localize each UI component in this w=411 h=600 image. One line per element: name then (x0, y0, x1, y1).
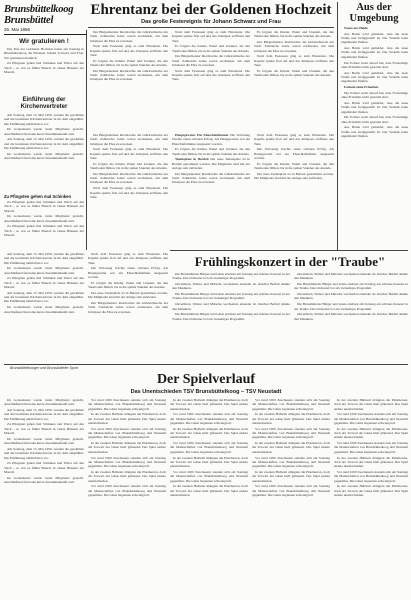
paragraph: Der Bürgermeister überbrachte die Glückwünsche der Stadt. Zahlreiche Gäste waren erschienen, um dem Jubelpaar die Ehre zu erweisen. (90, 133, 168, 146)
paragraph: Im Gottesdienst wurde vieler Mitglieder gedacht. Anschließend fand eine kurze Zusammenkunft statt. (4, 475, 84, 485)
fruehling-headline: Frühlingskonzert in der "Traube" (194, 254, 386, 269)
paragraph: Die Brunsbütteler Bürger und Gäste erlebten am Sonntag ein schönes Konzert in der Traube. Das Orchester bot ein vielseitiges Programm. (172, 312, 290, 321)
masthead-line1: Brunsbüttelkoog (4, 4, 74, 15)
paragraph: Die Brunsbütteler Bürger und Gäste erlebten am Sonntag ein schönes Konzert in der Traube. Das Orchester bot ein vielseitiges Programm. (294, 282, 408, 291)
paragraph: In der zweiten Halbzeit drängten die Platzherren, doch der Torwart der Gäste hielt glänzend. Das Spiel endete unentschieden. (252, 412, 330, 425)
main-subheadline: Das große Festereignis für Johann Schwarz und Frau (141, 19, 281, 25)
paragraph: Vor rund 1000 Zuschauern standen sich am Sonntag die Mannschaften von Brunsbüttelkoog und Neustadt gegenüber. Die Gäste begannen schwungvoll. (88, 455, 166, 469)
paragraph: Vor rund 1000 Zuschauern standen sich am Sonntag die Mannschaften von Brunsbüttelkoog und Neustadt gegenüber. Die Gäste begannen schwungvoll. (252, 398, 330, 411)
paragraph: In der zweiten Halbzeit drängten die Platzherren, doch der Torwart der Gäste hielt glänzend. Das Spiel endete unentschieden. (170, 455, 248, 469)
sport-col-4 (334, 398, 408, 596)
paragraph-text: Die Verlosung brachte einen schönen Erfolg. Als Hauptgewinn war ein Eheschlafzimmer ausgesetzt worden. (172, 133, 250, 146)
sport-headline: Der Spielverlauf (156, 372, 256, 387)
paragraph: Der Bürgermeister überbrachte die Glückwünsche der Stadt. Zahlreiche Gäste waren erschienen, um dem Jubelpaar die Ehre zu erweisen. (254, 40, 334, 53)
paragraph: Im Gottesdienst wurde vieler Mitglieder gedacht. Anschließend fand eine kurze Zusammenkunft statt. (4, 398, 84, 407)
fruehling-col-1 (172, 272, 290, 360)
paragraph: Nach dem Festessen ging es zum Ehrentanz. Die Kapelle spielte flott auf und das Jubelpaar eröffnete den Tanz. (90, 186, 168, 199)
bottom-left-col (4, 398, 84, 596)
paragraph: Der Bürgermeister überbrachte die Glückwünsche der Stadt. Zahlreiche Gäste waren erschienen, um dem Jubelpaar die Ehre zu erweisen. (90, 68, 168, 82)
subhead-fackeln: Fackeln ohne Erlaubnis (344, 85, 379, 90)
paragraph: Im Gottesdienst wurde vieler Mitglieder gedacht. Anschließend fand eine kurze Zusammenkunft statt. (4, 214, 84, 223)
sport-col-2 (170, 398, 248, 596)
paragraph: Nach dem Festessen ging es zum Ehrentanz. Die Kapelle spielte flott auf und das Jubelpaar eröffnete den Tanz. (254, 54, 334, 68)
sport-kicker: Brunsbüttelkooger und Brunsbütteler Sport (10, 366, 79, 370)
paragraph: Der neue Tennisplatz ist in Betrieb genommen worden. Die Mitglieder sind mit der Anlage sehr zufrieden. (88, 290, 168, 300)
paragraph: Es folgten die Kinder, Enkel und Urenkel, die den Tanzboden füllten, bis in die späten Stunden des Abends. (254, 30, 334, 39)
paragraph: Zu Pfingsten gehen mal Schinken und Wurst auf den Tisch – so war es früher Brauch in vielen Häusern der Marsch. (4, 276, 84, 290)
paragraph: In der zweiten Halbzeit drängten die Platzherren, doch der Torwart der Gäste hielt glänzend. Das Spiel endete unentschieden. (334, 484, 408, 497)
paragraph: Vor rund 1000 Zuschauern standen sich am Sonntag die Mannschaften von Brunsbüttelkoog und Neustadt gegenüber. Die Gäste begannen schwungvoll. (170, 412, 248, 425)
paragraph: Vor rund 1000 Zuschauern standen sich am Sonntag die Mannschaften von Brunsbüttelkoog und Neustadt gegenüber. Die Gäste begannen schwungvoll. (170, 441, 248, 454)
paragraph: Die Polizei weist darauf hin, dass Fackelzüge ohne Erlaubnis nicht gestattet sind. (341, 90, 408, 100)
masthead-line2: Brunsbüttel (4, 15, 54, 26)
paragraph: Die Verlosung brachte einen schönen Erfolg. Als Hauptgewinn war ein Eheschlafzimmer ausgesetzt worden. (254, 147, 334, 160)
paragraph: Die Brunsbütteler Bürger und Gäste erlebten am Sonntag ein schönes Konzert in der Traube. Das Orchester bot ein vielseitiges Programm. (294, 302, 408, 311)
paragraph (172, 133, 250, 146)
subhead-hauptgewinn: Hauptgewinn: Ein Eheschlafzimmer (175, 133, 229, 137)
center-col-3 (254, 30, 334, 130)
subhead-heide: Neues aus Heide (344, 26, 368, 30)
paragraph: Vor rund 1000 Zuschauern standen sich am Sonntag die Mannschaften von Brunsbüttelkoog und Neustadt gegenüber. Die Gäste begannen schwungvoll. (252, 455, 330, 469)
left-heading-2: Einführung der Kirchenvertreter (20, 97, 68, 110)
paragraph: Der Bürgermeister überbrachte die Glückwünsche der Stadt. Zahlreiche Gäste waren erschienen, um dem Jubelpaar die Ehre zu erweisen. (90, 30, 168, 43)
column-rule (86, 30, 87, 250)
paragraph (172, 157, 250, 170)
paragraph: Zu Pfingsten gehen mal Schinken und Wurst auf den Tisch – so war es früher Brauch in vielen Häusern der Marsch. (4, 224, 84, 238)
section-rule (170, 250, 408, 251)
paragraph: Am Sonntag, dem 13. Mai 1956, wurden die gewählten und die berufenen Kirchenvertreter in ihr Amt eingeführt. Die Einführung nahm Pastor vor. (4, 137, 84, 151)
paragraph: Der Bürgermeister überbrachte die Glückwünsche der Stadt. Zahlreiche Gäste waren erschienen, um dem Jubelpaar die Ehre zu erweisen. (172, 171, 250, 185)
left-article-3 (4, 200, 84, 248)
paragraph: Der neue Tennisplatz ist in Betrieb genommen worden. Die Mitglieder sind mit der Anlage sehr zufrieden. (254, 171, 334, 181)
paragraph: Es folgten die Kinder, Enkel und Urenkel, die den Tanzboden füllten, bis in die späten Stunden des Abends. (90, 161, 168, 171)
paragraph: Aus Heide wird gemeldet, dass die neue Straße nun fertiggestellt ist. Der Verkehr kann ungehindert fließen. (341, 31, 408, 45)
paragraph: Zu Pfingsten gehen mal Schinken und Wurst auf den Tisch – so war es früher Brauch in vielen Häusern der Marsch. (4, 422, 84, 436)
paragraph: In der zweiten Halbzeit drängten die Platzherren, doch der Torwart der Gäste hielt glänzend. Das Spiel endete unentschieden. (88, 412, 166, 425)
paragraph: In der zweiten Halbzeit drängten die Platzherren, doch der Torwart der Gäste hielt glänzend. Das Spiel endete unentschieden. (170, 398, 248, 411)
paragraph (341, 85, 408, 89)
column-rule (337, 2, 338, 250)
paragraph: Nach dem Festessen ging es zum Ehrentanz. Die Kapelle spielte flott auf und das Jubelpaar eröffnete den Tanz. (88, 252, 168, 265)
sport-rule (4, 364, 408, 365)
paragraph: Am Sonntag, dem 13. Mai 1956, wurden die gewählten und die berufenen Kirchenvertreter in ihr Amt eingeführt. Die Einführung nahm Pastor vor. (4, 290, 84, 304)
paragraph: Nach dem Festessen ging es zum Ehrentanz. Die Kapelle spielte flott auf und das Jubelpaar eröffnete den Tanz. (172, 68, 250, 82)
center-col-1b (90, 133, 168, 248)
paragraph: Der Bürgermeister überbrachte die Glückwünsche der Stadt. Zahlreiche Gäste waren erschienen, um dem Jubelpaar die Ehre zu erweisen. (88, 300, 168, 314)
paragraph-text: Der neue Tennisplatz ist in Betrieb genommen worden. Die Mitglieder sind mit der Anlage sehr zufrieden. (172, 157, 250, 171)
right-headline: Aus der Umgebung (349, 2, 399, 24)
paragraph: In der zweiten Halbzeit drängten die Platzherren, doch der Torwart der Gäste hielt glänzend. Das Spiel endete unentschieden. (252, 469, 330, 483)
masthead (4, 4, 86, 35)
paragraph: Ouvertüren, Walzer und Märsche wechselten einander ab. Reicher Beifall dankte den Musikern. (294, 312, 408, 321)
masthead-date: 26. Mai 1956 (4, 27, 31, 32)
sport-col-3 (252, 398, 330, 596)
paragraph: Vor rund 1000 Zuschauern standen sich am Sonntag die Mannschaften von Brunsbüttelkoog und Neustadt gegenüber. Die Gäste begannen schwungvoll. (88, 398, 166, 411)
paragraph: Aus Heide wird gemeldet, dass die neue Straße nun fertiggestellt ist. Der Verkehr kann ungehindert fließen. (341, 70, 408, 84)
paragraph: Das Fest der Goldenen Hochzeit feiern am Sonntag in Brunsbüttelkoog die Eheleute Johann Schwarz und Frau. Wir gratulieren herzlich. (4, 47, 84, 60)
paragraph: Am Sonntag, dem 13. Mai 1956, wurden die gewählten und die berufenen Kirchenvertreter in ihr Amt eingeführt. Die Einführung nahm Pastor vor. (4, 252, 84, 265)
paragraph: Im Gottesdienst wurde vieler Mitglieder gedacht. Anschließend fand eine kurze Zusammenkunft statt. (4, 151, 84, 161)
paragraph: Ouvertüren, Walzer und Märsche wechselten einander ab. Reicher Beifall dankte den Musikern. (172, 302, 290, 311)
left-article-1 (4, 47, 84, 95)
paragraph: Im Gottesdienst wurde vieler Mitglieder gedacht. Anschließend fand eine kurze Zusammenkunft statt. (4, 436, 84, 446)
center-col-2 (172, 30, 250, 130)
paragraph: Die Brunsbütteler Bürger und Gäste erlebten am Sonntag ein schönes Konzert in der Traube. Das Orchester bot ein vielseitiges Programm. (172, 272, 290, 281)
paragraph: Es folgten die Kinder, Enkel und Urenkel, die den Tanzboden füllten, bis in die späten Stunden des Abends. (90, 58, 168, 68)
paragraph: Vor rund 1000 Zuschauern standen sich am Sonntag die Mannschaften von Brunsbüttelkoog und Neustadt gegenüber. Die Gäste begannen schwungvoll. (170, 469, 248, 483)
paragraph: Nach dem Festessen ging es zum Ehrentanz. Die Kapelle spielte flott auf und das Jubelpaar eröffnete den Tanz. (90, 44, 168, 57)
paragraph: Vor rund 1000 Zuschauern standen sich am Sonntag die Mannschaften von Brunsbüttelkoog und Neustadt gegenüber. Die Gäste begannen schwungvoll. (334, 412, 408, 425)
lower-center-col (88, 252, 168, 360)
lower-left-col (4, 252, 84, 360)
paragraph: Vor rund 1000 Zuschauern standen sich am Sonntag die Mannschaften von Brunsbüttelkoog und Neustadt gegenüber. Die Gäste begannen schwungvoll. (252, 484, 330, 497)
paragraph: Der Bürgermeister überbrachte die Glückwünsche der Stadt. Zahlreiche Gäste waren erschienen, um dem Jubelpaar die Ehre zu erweisen. (90, 171, 168, 185)
paragraph: Vor rund 1000 Zuschauern standen sich am Sonntag die Mannschaften von Brunsbüttelkoog und Neustadt gegenüber. Die Gäste begannen schwungvoll. (334, 441, 408, 454)
paragraph: Nach dem Festessen ging es zum Ehrentanz. Die Kapelle spielte flott auf und das Jubelpaar eröffnete den Tanz. (254, 133, 334, 146)
paragraph: In der zweiten Halbzeit drängten die Platzherren, doch der Torwart der Gäste hielt glänzend. Das Spiel endete unentschieden. (170, 484, 248, 497)
paragraph: Die Verlosung brachte einen schönen Erfolg. Als Hauptgewinn war ein Eheschlafzimmer ausgesetzt worden. (88, 266, 168, 279)
paragraph: Vor rund 1000 Zuschauern standen sich am Sonntag die Mannschaften von Brunsbüttelkoog und Neustadt gegenüber. Die Gäste begannen schwungvoll. (334, 469, 408, 483)
paragraph: Aus Heide wird gemeldet, dass die neue Straße nun fertiggestellt ist. Der Verkehr kann ungehindert fließen. (341, 125, 408, 139)
paragraph: Aus Heide wird gemeldet, dass die neue Straße nun fertiggestellt ist. Der Verkehr kann ungehindert fließen. (341, 100, 408, 114)
paragraph: Zu Pfingsten gehen mal Schinken und Wurst auf den Tisch – so war es früher Brauch in vielen Häusern der Marsch. (4, 61, 84, 74)
paragraph: Im Gottesdienst wurde vieler Mitglieder gedacht. Anschließend fand eine kurze Zusammenkunft statt. (4, 305, 84, 314)
paragraph: Die Brunsbütteler Bürger und Gäste erlebten am Sonntag ein schönes Konzert in der Traube. Das Orchester bot ein vielseitiges Programm. (172, 292, 290, 301)
paragraph: In der zweiten Halbzeit drängten die Platzherren, doch der Torwart der Gäste hielt glänzend. Das Spiel endete unentschieden. (334, 455, 408, 469)
paragraph: Es folgten die Kinder, Enkel und Urenkel, die den Tanzboden füllten, bis in die späten Stunden des Abends. (254, 68, 334, 78)
paragraph: Vor rund 1000 Zuschauern standen sich am Sonntag die Mannschaften von Brunsbüttelkoog und Neustadt gegenüber. Die Gäste begannen schwungvoll. (88, 484, 166, 497)
sport-col-1 (88, 398, 166, 596)
paragraph: Nach dem Festessen ging es zum Ehrentanz. Die Kapelle spielte flott auf und das Jubelpaar eröffnete den Tanz. (172, 30, 250, 43)
center-col-3b (254, 133, 334, 248)
paragraph: Zu Pfingsten gehen mal Schinken und Wurst auf den Tisch – so war es früher Brauch in vielen Häusern der Marsch. (4, 200, 84, 213)
subhead-tennisplatz: Tennisplatz in Betrieb (175, 157, 209, 162)
paragraph: In der zweiten Halbzeit drängten die Platzherren, doch der Torwart der Gäste hielt glänzend. Das Spiel endete unentschieden. (334, 398, 408, 411)
main-headline: Ehrentanz bei der Goldenen Hochzeit (90, 2, 332, 18)
paragraph: Es folgten die Kinder, Enkel und Urenkel, die den Tanzboden füllten, bis in die späten Stunden des Abends. (172, 44, 250, 53)
paragraph: Am Sonntag, dem 13. Mai 1956, wurden die gewählten und die berufenen Kirchenvertreter in ihr Amt eingeführt. Die Einführung nahm Pastor vor. (4, 408, 84, 421)
left-article-2 (4, 113, 84, 193)
center-col-2b (172, 133, 250, 248)
paragraph: Am Sonntag, dem 13. Mai 1956, wurden die gewählten und die berufenen Kirchenvertreter in ihr Amt eingeführt. Die Einführung nahm Pastor vor. (4, 446, 84, 460)
paragraph (341, 26, 408, 30)
paragraph: Aus Heide wird gemeldet, dass die neue Straße nun fertiggestellt ist. Der Verkehr kann ungehindert fließen. (341, 46, 408, 59)
paragraph: Am Sonntag, dem 13. Mai 1956, wurden die gewählten und die berufenen Kirchenvertreter in ihr Amt eingeführt. Die Einführung nahm Pastor vor. (4, 113, 84, 126)
left-heading-1: Wir gratulieren ! (19, 38, 69, 45)
right-column (341, 26, 408, 248)
sport-subheadline: Das Unentschieden TSV Brunsbüttelkoog – TSV Neustadt (130, 389, 282, 395)
paragraph: In der zweiten Halbzeit drängten die Platzherren, doch der Torwart der Gäste hielt glänzend. Das Spiel endete unentschieden. (88, 469, 166, 483)
paragraph: Die Polizei weist darauf hin, dass Fackelzüge ohne Erlaubnis nicht gestattet sind. (341, 115, 408, 124)
paragraph: Nach dem Festessen ging es zum Ehrentanz. Die Kapelle spielte flott auf und das Jubelpaar eröffnete den Tanz. (90, 147, 168, 160)
paragraph: Im Gottesdienst wurde vieler Mitglieder gedacht. Anschließend fand eine kurze Zusammenkunft statt. (4, 127, 84, 136)
paragraph: Ouvertüren, Walzer und Märsche wechselten einander ab. Reicher Beifall dankte den Musikern. (294, 292, 408, 301)
paragraph: Ouvertüren, Walzer und Märsche wechselten einander ab. Reicher Beifall dankte den Musikern. (294, 272, 408, 281)
fruehling-col-2 (294, 272, 408, 360)
paragraph: In der zweiten Halbzeit drängten die Platzherren, doch der Torwart der Gäste hielt glänzend. Das Spiel endete unentschieden. (170, 426, 248, 440)
paragraph: In der zweiten Halbzeit drängten die Platzherren, doch der Torwart der Gäste hielt glänzend. Das Spiel endete unentschieden. (334, 426, 408, 440)
paragraph: Vor rund 1000 Zuschauern standen sich am Sonntag die Mannschaften von Brunsbüttelkoog und Neustadt gegenüber. Die Gäste begannen schwungvoll. (252, 426, 330, 440)
paragraph: In der zweiten Halbzeit drängten die Platzherren, doch der Torwart der Gäste hielt glänzend. Das Spiel endete unentschieden. (252, 441, 330, 454)
paragraph: Die Polizei weist darauf hin, dass Fackelzüge ohne Erlaubnis nicht gestattet sind. (341, 60, 408, 69)
paragraph: Es folgten die Kinder, Enkel und Urenkel, die den Tanzboden füllten, bis in die späten Stunden des Abends. (88, 280, 168, 290)
paragraph: Es folgten die Kinder, Enkel und Urenkel, die den Tanzboden füllten, bis in die späten Stunden des Abends. (254, 161, 334, 171)
paragraph: In der zweiten Halbzeit drängten die Platzherren, doch der Torwart der Gäste hielt glänzend. Das Spiel endete unentschieden. (88, 441, 166, 454)
paragraph: Es folgten die Kinder, Enkel und Urenkel, die den Tanzboden füllten, bis in die späten Stunden des Abends. (172, 147, 250, 156)
paragraph: Vor rund 1000 Zuschauern standen sich am Sonntag die Mannschaften von Brunsbüttelkoog und Neustadt gegenüber. Die Gäste begannen schwungvoll. (88, 426, 166, 440)
paragraph: Im Gottesdienst wurde vieler Mitglieder gedacht. Anschließend fand eine kurze Zusammenkunft statt. (4, 266, 84, 275)
headline-rule (88, 27, 334, 28)
left-heading-3: Zu Pfingsten gehen mal Schinken (4, 194, 72, 199)
paragraph: Ouvertüren, Walzer und Märsche wechselten einander ab. Reicher Beifall dankte den Musikern. (172, 282, 290, 291)
center-col-1 (90, 30, 168, 130)
paragraph: Zu Pfingsten gehen mal Schinken und Wurst auf den Tisch – so war es früher Brauch in vielen Häusern der Marsch. (4, 461, 84, 474)
paragraph: Der Bürgermeister überbrachte die Glückwünsche der Stadt. Zahlreiche Gäste waren erschienen, um dem Jubelpaar die Ehre zu erweisen. (172, 54, 250, 68)
